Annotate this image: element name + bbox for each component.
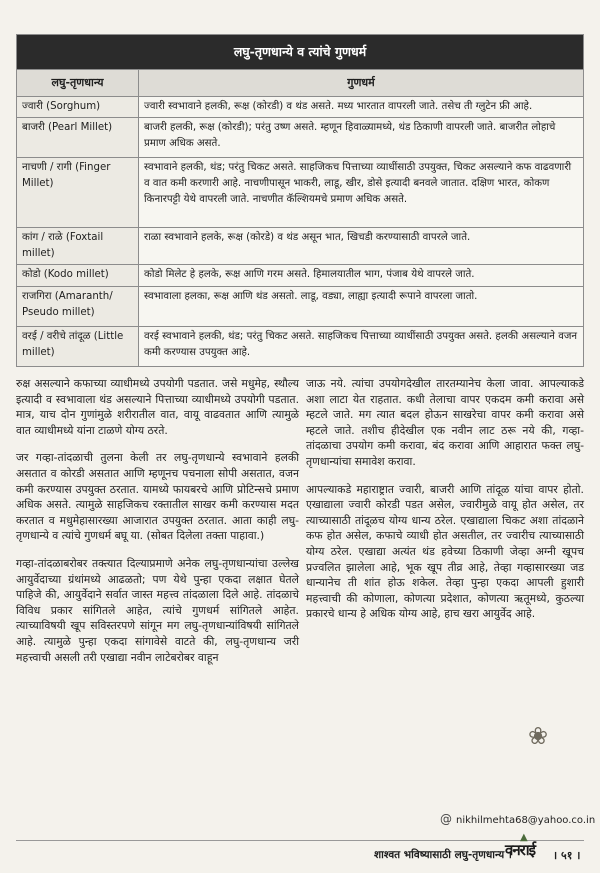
millet-name: ज्वारी (Sorghum) — [17, 97, 139, 118]
paragraph: रुक्ष असल्याने कफाच्या व्याधीमध्ये उपयोगी पडतात. जसे मधुमेह, स्थौल्य इत्यादी व स्वभावाला थंड असल्याने पित्ताच्या व्याधीमध्ये उपयोगी पडतात. मात्र, याच दोन गुणांमुळे शरीरातील वात, वायू वाढवतात आणि त्यामुळे वात व्याधीमध्ये यांना टाळणे योग्य ठरते. — [16, 377, 299, 437]
page-number: । ५१ । — [553, 849, 581, 862]
table-row — [17, 327, 584, 367]
header-properties: गुणधर्म — [139, 70, 584, 97]
millet-name: कांग / राळे (Foxtail millet) — [17, 228, 139, 265]
millet-desc: स्वभावाला हलका, रूक्ष आणि थंड असतो. लाडू, वड्या, लाह्या इत्यादी रूपाने वापरला जातो. — [139, 287, 584, 327]
millet-desc: स्वभावाने हलकी, थंड; परंतु चिकट असते. साहजिकच पित्ताच्या व्याधींसाठी उपयुक्त, चिकट असल्याने कफ वाढवणारी व वात कमी करणारी आहे. नाचणीपासून भाकरी, लाडू, खीर, डोसे इत्यादी बनवले जातात. दक्षिण भारत, कोकण किनारपट्टी येथे वापरली जाते. नाचणीत कॅल्शियमचे प्रमाण अधिक असते. — [139, 158, 584, 228]
millet-name: नाचणी / रागी (Finger Millet) — [17, 158, 139, 228]
paragraph: आपल्याकडे महाराष्ट्रात ज्वारी, बाजरी आणि तांदूळ यांचा वापर होतो. एखाद्याला ज्वारी कोरडी पडत असेल, ज्वारीमुळे वायू होत असेल, तर त्याच्यासाठी तांदूळच योग्य धान्य ठरेल. एखाद्याला चिकट अशा तांदळाने कफ होत असेल, कफाचे व्याधी होत असतील, तर ज्वारीच त्याच्यासाठी योग्य ठरेल. एखाद्या अत्यंत थंड हवेच्या ठिकाणी जेव्हा अग्नी खूपच प्रज्वलित झालेला आहे, भूक खूप तीव्र आहे, तेव्हा गव्हासारख्या जड धान्यानेच ती शांत होऊ शकेल. तेव्हा पुन्हा एकदा आपली हुशारी महत्त्वाची की कोणाला, कोणत्या प्रदेशात, कोणत्या ऋतूमध्ये, कुठल्या प्रकारचे धान्य हे अधिक योग्य आहे, हाच खरा आयुर्वेद आहे. — [306, 482, 584, 621]
table-title: लघु-तृणधान्ये व त्यांचे गुणधर्म — [17, 35, 584, 70]
header-millet: लघु-तृणधान्य — [17, 70, 139, 97]
email-text: nikhilmehta68@yahoo.co.in — [456, 815, 596, 826]
millet-name: राजगिरा (Amaranth/ Pseudo millet) — [17, 287, 139, 327]
tree-icon: ▲ — [520, 832, 528, 843]
table-row — [17, 118, 584, 158]
millet-name: बाजरी (Pearl Millet) — [17, 118, 139, 158]
author-email[interactable] — [440, 812, 595, 826]
paragraph: जर गव्हा-तांदळाची तुलना केली तर लघु-तृणधान्ये स्वभावाने हलकी असतात व कोरडी असतात आणि म्हणूनच पचनाला सोपी असतात, वजन कमी करण्यास उपयुक्त ठरतात. यामध्ये फायबरचे आणि प्रोटिन्सचे प्रमाण अधिक असते. त्यामुळे साहजिकच रक्तातील साखर कमी करण्यास मदत करतात व मधुमेहासारख्या आजारात उपयुक्त ठरतात. आता काही लघु-तृणधान्ये व त्यांचे गुणधर्म बघू या. (सोबत दिलेला तक्ता पाहावा.) — [16, 451, 299, 543]
article-right-column — [306, 376, 584, 766]
email-icon: @ — [440, 812, 452, 826]
paragraph: जाऊ नये. त्यांचा उपयोगदेखील तारतम्यानेच केला जावा. आपल्याकडे अशा लाटा येत राहतात. कधी तेलाचा वापर एकदम कमी करावा असे म्हटले जाते. मग त्यात बदल होऊन साखरेचा वापर कमी करावा असे म्हटले जाते. तशीच हीदेखील एक नवीन लाट ठरू नये की, गव्हा-तांदळाचा उपयोग कमी करावा, बंद करावा आणि आहारात फक्त लघु-तृणधान्यांचा समावेश करावा. — [306, 377, 584, 468]
millets-table — [16, 34, 584, 367]
table-row — [17, 228, 584, 265]
footer-divider — [16, 840, 584, 841]
millet-desc: कोडो मिलेट हे हलके, रूक्ष आणि गरम असते. हिमालयातील भाग, पंजाब येथे वापरले जाते. — [139, 265, 584, 287]
table-row — [17, 265, 584, 287]
millet-name: कोडो (Kodo millet) — [17, 265, 139, 287]
millet-desc: बाजरी हलकी, रूक्ष (कोरडी); परंतु उष्ण असते. म्हणून हिवाळ्यामध्ये, थंड ठिकाणी वापरली जाते. बाजरीत लोहाचे प्रमाण अधिक असते. — [139, 118, 584, 158]
millet-desc: ज्वारी स्वभावाने हलकी, रूक्ष (कोरडी) व थंड असते. मध्य भारतात वापरली जाते. तसेच ती ग्लुटेन फ्री आहे. — [139, 97, 584, 118]
page-footer — [0, 832, 600, 870]
vanarai-logo: वनराई — [505, 841, 536, 859]
table-row — [17, 97, 584, 118]
grain-stalk-icon: ❀ — [528, 722, 549, 750]
millet-desc: वरई स्वभावाने हलकी, थंड; परंतु चिकट असते. साहजिकच पित्ताच्या व्याधींसाठी उपयुक्त असते. हलकी असल्याने वजन कमी करण्यास उपयुक्त आहे. — [139, 327, 584, 367]
millet-name: वरई / वरीचे तांदूळ (Little millet) — [17, 327, 139, 367]
table-row — [17, 158, 584, 228]
series-title: शाश्वत भविष्यासाठी लघु-तृणधान्य । — [374, 849, 512, 861]
article-left-column — [16, 376, 299, 821]
paragraph: गव्हा-तांदळाबरोबर तक्त्यात दिल्याप्रमाणे अनेक लघु-तृणधान्यांचा उल्लेख आयुर्वेदाच्या ग्रंथांमध्ये आढळतो; पण येथे पुन्हा एकदा लक्षात घेतले पाहिजे की, आयुर्वेदाने सर्वात जास्त महत्त्व तांदळाला दिले आहे. तांदळाचे विविध प्रकार सांगितले आहेत, त्यांचे गुणधर्म सांगितले आहेत. त्याच्याविषयी खूप सविस्तरपणे सांगून मग लघु-तृणधान्यांविषयी सांगितले आहे. त्यामुळे पुन्हा एकदा सांगावेसे वाटते की, लघु-तृणधान्य जरी महत्त्वाची असली तरी एखाद्या नवीन लाटेबरोबर वाहून — [16, 556, 299, 664]
table-row — [17, 287, 584, 327]
millet-desc: राळा स्वभावाने हलके, रूक्ष (कोरडे) व थंड असून भात, खिचडी करण्यासाठी वापरले जाते. — [139, 228, 584, 265]
